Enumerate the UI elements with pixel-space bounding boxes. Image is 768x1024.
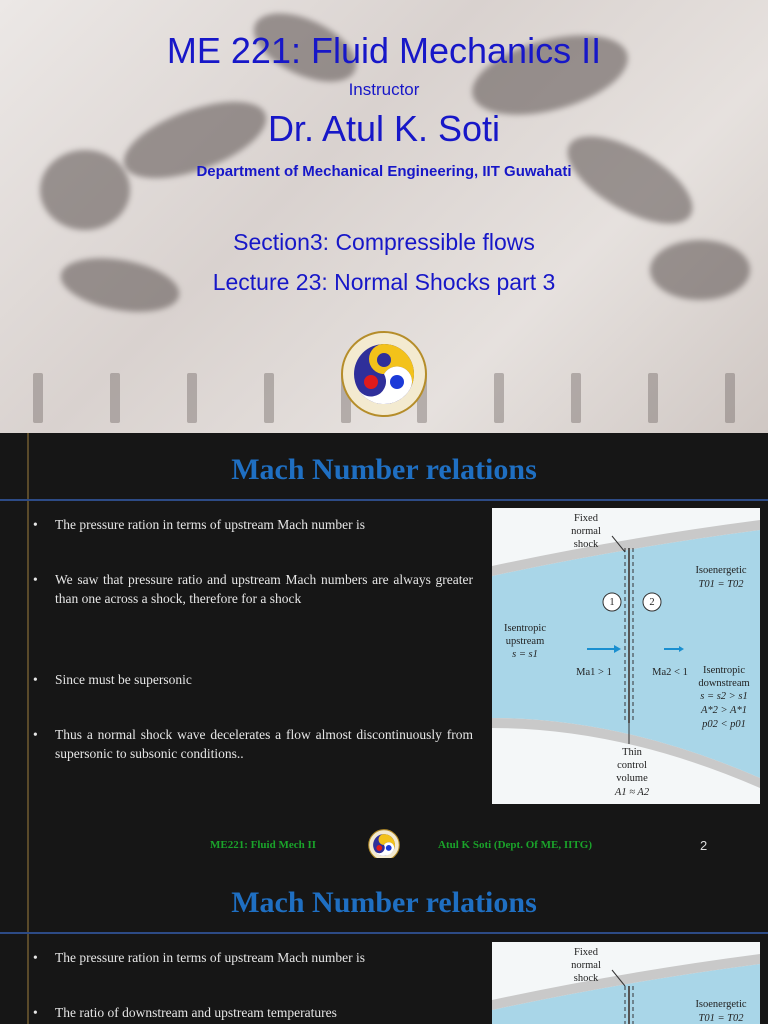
bullet-item: • The ratio of downstream and upstream temperatures bbox=[33, 1005, 337, 1020]
bullet-item: • The pressure ration in terms of upstream Mach number is bbox=[33, 517, 366, 532]
instructor-name: Dr. Atul K. Soti bbox=[267, 108, 501, 149]
section-title: Section3: Compressible flows bbox=[233, 229, 535, 255]
bullet-item: • The pressure ration in terms of upstream Mach number is bbox=[33, 950, 366, 965]
bullet-dot-icon: • bbox=[33, 1005, 38, 1020]
isoenergetic-equation: T01 = T02 bbox=[698, 579, 744, 590]
fixed-shock-label: Fixed normal shock bbox=[571, 513, 601, 550]
isoenergetic-equation: T01 = T02 bbox=[698, 1013, 744, 1024]
bullet-item: • Since must be supersonic bbox=[33, 672, 192, 687]
station-2-label: 2 bbox=[649, 597, 655, 608]
fixed-shock-label: Fixed normal shock bbox=[571, 947, 601, 984]
bullet-item: • Thus a normal shock wave decelerates a flow almost discontinuously from supersonic to subsonic conditions.. bbox=[33, 727, 473, 761]
bullet-dot-icon: • bbox=[33, 572, 38, 587]
background-decoration bbox=[40, 150, 130, 230]
iit-guwahati-logo-small bbox=[368, 829, 400, 858]
bullet-dot-icon: • bbox=[33, 727, 38, 742]
vertical-divider bbox=[27, 858, 29, 1024]
footer-author: Atul K Soti (Dept. Of ME, IITG) bbox=[438, 839, 592, 851]
isoenergetic-label: Isoenergetic bbox=[695, 999, 747, 1010]
downstream-entropy-equation: s = s2 > s1 bbox=[700, 691, 748, 702]
vertical-divider bbox=[27, 433, 29, 858]
course-title: ME 221: Fluid Mechanics II bbox=[166, 30, 602, 71]
slide-title: Mach Number relations bbox=[231, 886, 537, 919]
instructor-label: Instructor bbox=[348, 80, 420, 99]
slide-2 bbox=[0, 433, 768, 858]
critical-area-equation: A*2 > A*1 bbox=[701, 705, 747, 716]
station-1-label: 1 bbox=[609, 597, 615, 608]
slide-title: Mach Number relations bbox=[231, 453, 537, 486]
isentropic-upstream-label: Isentropic upstream bbox=[504, 623, 546, 647]
lecture-title: Lecture 23: Normal Shocks part 3 bbox=[212, 269, 556, 295]
bullet-item: • We saw that pressure ratio and upstream Mach numbers are always greater than one across a shock, therefore for a shock bbox=[33, 572, 473, 606]
iit-guwahati-logo bbox=[340, 330, 428, 418]
normal-shock-diagram-partial bbox=[492, 942, 760, 1024]
mach-downstream-label: Ma2 < 1 bbox=[652, 667, 688, 678]
department: Department of Mechanical Engineering, IIT Guwahati bbox=[196, 163, 572, 180]
page-number: 2 bbox=[700, 838, 708, 853]
title-slide bbox=[0, 0, 768, 433]
title-underline bbox=[0, 499, 768, 501]
bullet-dot-icon: • bbox=[33, 517, 38, 532]
footer-course: ME221: Fluid Mech II bbox=[210, 839, 317, 851]
stagnation-pressure-equation: p02 < p01 bbox=[702, 719, 746, 730]
mach-upstream-label: Ma1 > 1 bbox=[576, 667, 612, 678]
isentropic-downstream-label: Isentropic downstream bbox=[698, 665, 750, 689]
normal-shock-diagram bbox=[492, 508, 760, 804]
control-volume-label: Thin control volume bbox=[616, 747, 648, 784]
bullet-dot-icon: • bbox=[33, 672, 38, 687]
isoenergetic-label: Isoenergetic bbox=[695, 565, 747, 576]
title-underline bbox=[0, 932, 768, 934]
upstream-entropy-equation: s = s1 bbox=[512, 649, 538, 660]
slide-3 bbox=[0, 858, 768, 1024]
area-equation: A1 ≈ A2 bbox=[614, 787, 650, 798]
bullet-dot-icon: • bbox=[33, 950, 38, 965]
